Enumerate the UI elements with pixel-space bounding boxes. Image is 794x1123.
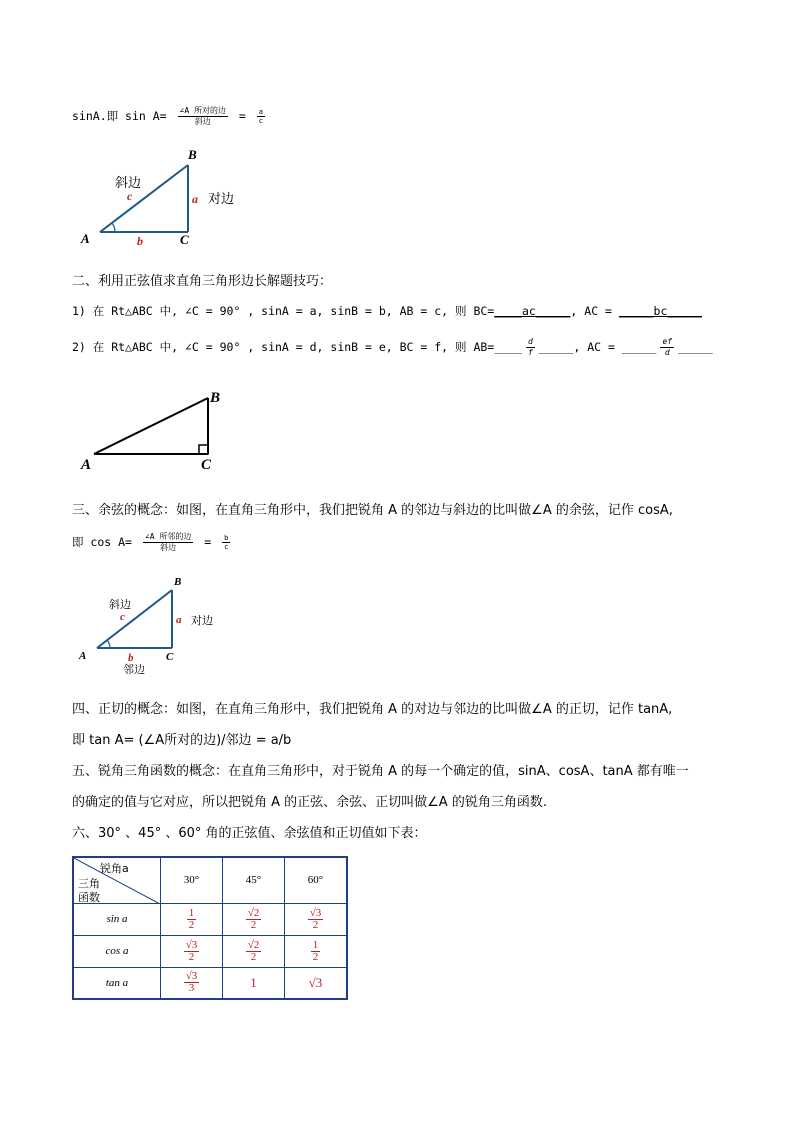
item-1-answer-ac: _____bc_____ <box>618 304 702 318</box>
sin-45-cell <box>223 903 285 935</box>
cosine-word-fraction <box>143 532 193 553</box>
row-label-tan: tan a <box>73 967 161 999</box>
triangle-figure-1 <box>75 145 255 250</box>
sin-45-num: √2 <box>247 906 260 919</box>
cos-30-cell <box>161 935 223 967</box>
item-2-answer-ac-fraction <box>660 337 674 358</box>
header-60: 60° <box>285 857 348 903</box>
item-2-answer-ab: ____ $\frac{d}{f}$ _____ <box>494 337 574 357</box>
fig3-opposite-label: 对边 <box>191 614 213 627</box>
cos-45-num: √2 <box>247 938 260 951</box>
item-2-ac-num: ef <box>662 337 673 346</box>
fig3-side-a: a <box>176 614 182 626</box>
item-2-text: 2) 在 Rt△ABC 中, ∠C = 90° , sinA = d, sinB = e, BC = f, 则 AB= <box>72 340 495 354</box>
sine-ratio-numerator: a <box>258 108 264 116</box>
table-row <box>73 967 347 999</box>
sin-60-num: √3 <box>309 906 322 919</box>
trig-values-table <box>72 856 348 1000</box>
sine-definition <box>72 106 269 127</box>
row-label-sin: sin a <box>73 903 161 935</box>
fig1-side-b: b <box>137 234 143 248</box>
sin-30-cell <box>161 903 223 935</box>
fig3-side-b: b <box>128 652 134 664</box>
tan-30-num: √3 <box>185 970 198 983</box>
sine-word-numerator: ∠A 所对的边 <box>179 106 226 115</box>
sine-prefix: sinA.即 sin A= <box>72 109 167 123</box>
cos-60-cell <box>285 935 348 967</box>
item-1-text: 1) 在 Rt△ABC 中, ∠C = 90° , sinA = a, sinB = b, AB = c, 则 BC= <box>72 304 495 318</box>
fig3-label-C: C <box>166 651 174 663</box>
item-1-answer-bc-value: ac <box>521 304 536 318</box>
sin-60-den: 2 <box>312 918 319 931</box>
item-2-answer-ac: _____ $\frac{ef}{d}$ _____ <box>621 337 713 357</box>
fig2-label-A: A <box>81 457 92 473</box>
fig2-label-B: B <box>210 390 221 406</box>
item-2-answer-ab-fraction <box>526 337 535 358</box>
sine-ratio-fraction <box>257 108 265 125</box>
cosine-word-denominator: 斜边 <box>160 543 177 552</box>
section-6-title: 六、30° 、45° 、60° 角的正弦值、余弦值和正切值如下表： <box>72 826 427 841</box>
cos-30-den: 2 <box>188 950 195 963</box>
sine-word-denominator: 斜边 <box>194 117 211 126</box>
row-label-cos: cos a <box>73 935 161 967</box>
cosine-ratio-denominator: c <box>224 543 229 551</box>
tan-30-den: 3 <box>188 982 195 995</box>
item-2-ab-den: f <box>527 348 533 357</box>
fig3-label-A: A <box>79 650 87 662</box>
cos-60-num: 1 <box>312 938 319 951</box>
fig3-adjacent-label: 邻边 <box>123 663 145 676</box>
fig2-label-C: C <box>201 457 212 473</box>
sin-60-cell <box>285 903 348 935</box>
sine-ratio-denominator: c <box>258 117 264 125</box>
header-30: 30° <box>161 857 223 903</box>
fig1-side-c: c <box>127 189 133 203</box>
fig3-label-B: B <box>174 576 182 588</box>
tan-30-cell <box>161 967 223 999</box>
corner-bottom-label-1: 三角 <box>78 877 100 890</box>
fig1-hypotenuse-label: 斜边 <box>115 176 142 191</box>
triangle-figure-2 <box>78 385 228 475</box>
section-4-title: 四、正切的概念：如图，在直角三角形中，我们把锐角 A 的对边与邻边的比叫做∠A 的正切，记作 tanA, <box>72 702 673 717</box>
fig1-side-a: a <box>192 192 198 206</box>
table-row <box>73 935 347 967</box>
cosine-ratio-numerator: b <box>224 534 229 542</box>
tangent-formula: 即 tan A= (∠A所对的边)/邻边 = a/b <box>72 733 292 748</box>
sin-30-num: 1 <box>188 906 195 919</box>
cos-30-fraction <box>184 940 200 963</box>
section-3-title: 三、余弦的概念：如图，在直角三角形中，我们把锐角 A 的邻边与斜边的比叫做∠A 的余弦，记作 cosA, <box>72 503 673 518</box>
cos-30-num: √3 <box>185 938 198 951</box>
cosine-ratio-fraction <box>222 534 230 551</box>
item-2-mid: , AC = <box>573 340 622 354</box>
table-header-row <box>73 857 347 903</box>
cos-45-den: 2 <box>250 950 257 963</box>
section-2-title: 二、利用正弦值求直角三角形边长解题技巧： <box>72 274 333 289</box>
item-2-ab-num: d <box>527 337 533 346</box>
header-45: 45° <box>223 857 285 903</box>
corner-bottom-label-2: 函数 <box>78 891 100 904</box>
sin-30-fraction <box>187 908 197 931</box>
fig3-hypotenuse-label: 斜边 <box>109 598 131 611</box>
fig1-label-A: A <box>81 231 90 246</box>
cos-60-den: 2 <box>312 950 319 963</box>
section-2-item-2 <box>72 337 713 358</box>
tan-60-cell: √3 <box>285 967 348 999</box>
tan-30-fraction <box>184 971 200 994</box>
section-5-line-2: 的确定的值与它对应，所以把锐角 A 的正弦、余弦、正切叫做∠A 的锐角三角函数. <box>72 795 547 810</box>
table-row <box>73 903 347 935</box>
sin-45-fraction <box>246 908 262 931</box>
triangle-figure-3 <box>75 572 235 678</box>
item-2-ac-den: d <box>660 347 674 358</box>
section-2-item-1 <box>72 303 702 319</box>
corner-top-label: 锐角a <box>100 862 129 875</box>
sin-45-den: 2 <box>250 918 257 931</box>
fig1-opposite-label: 对边 <box>208 192 235 207</box>
cos-45-cell <box>223 935 285 967</box>
cosine-equals: = <box>204 535 212 549</box>
item-1-mid: , AC = <box>570 304 619 318</box>
fig1-label-C: C <box>180 232 189 247</box>
tan-45-cell: 1 <box>223 967 285 999</box>
section-5-line-1: 五、锐角三角函数的概念：在直角三角形中，对于锐角 A 的每一个确定的值，sinA、cosA、tanA 都有唯一 <box>72 764 689 779</box>
cosine-word-numerator: ∠A 所邻的边 <box>144 532 192 541</box>
fig1-label-B: B <box>188 147 197 162</box>
cosine-definition <box>72 532 234 553</box>
item-1-answer-bc: ____ac_____ <box>494 304 571 318</box>
sine-word-fraction <box>178 106 228 127</box>
cosine-prefix: 即 cos A= <box>72 535 132 549</box>
sine-equals: = <box>238 109 246 123</box>
cos-45-fraction <box>246 940 262 963</box>
sin-30-den: 2 <box>188 918 195 931</box>
fig3-side-c: c <box>120 611 125 623</box>
sin-60-fraction <box>308 908 324 931</box>
table-corner-cell <box>73 857 161 903</box>
item-1-answer-ac-value: bc <box>653 304 668 318</box>
cos-60-fraction <box>311 940 321 963</box>
